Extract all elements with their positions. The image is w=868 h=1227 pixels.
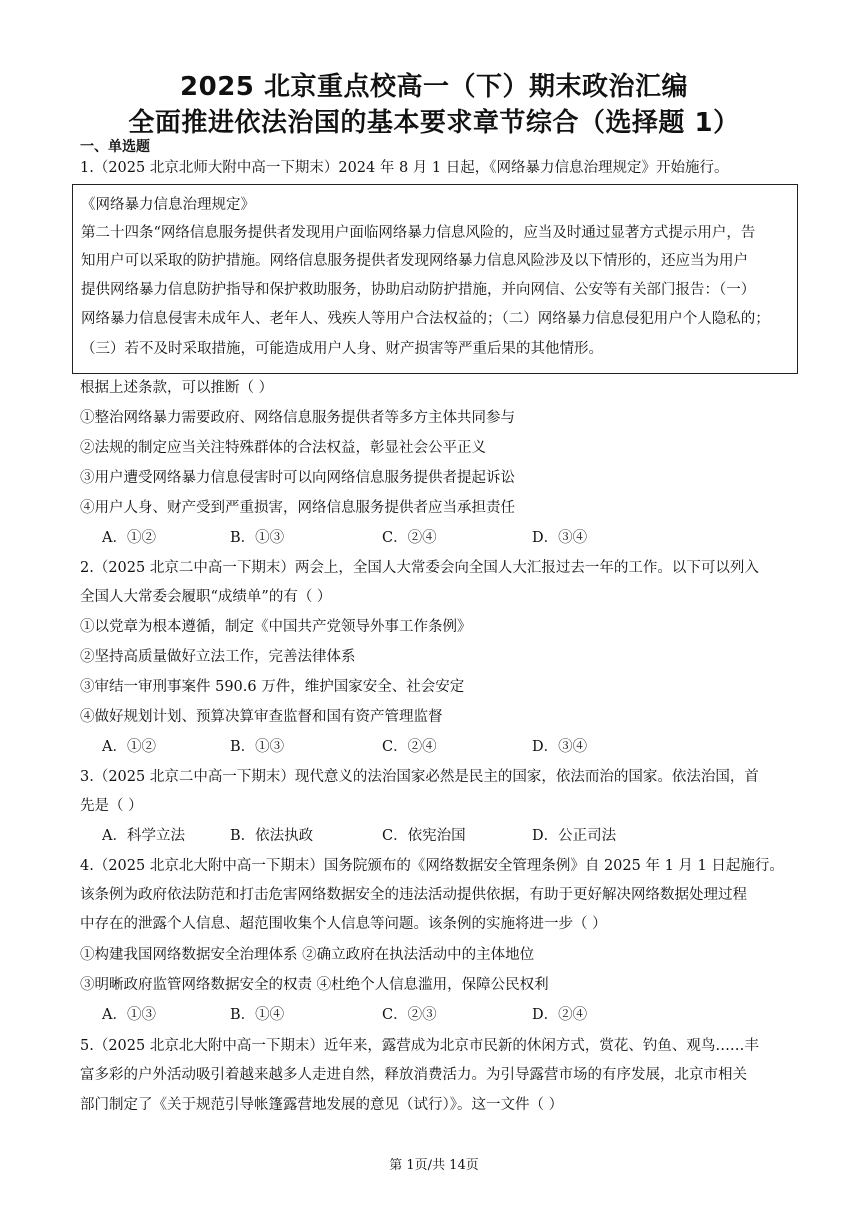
section-heading: 一、单选题: [80, 139, 150, 155]
box-line: （三）若不及时采取措施，可能造成用户人身、财产损害等严重后果的其他情形。: [81, 341, 603, 357]
q4-option-b[interactable]: B．①④: [230, 1007, 285, 1023]
q1-item: ②法规的制定应当关注特殊群体的合法权益，彰显社会公平正义: [80, 440, 486, 456]
q4-option-a[interactable]: A．①③: [102, 1007, 156, 1023]
q3-option-a[interactable]: A．科学立法: [102, 828, 185, 844]
box-line: 《网络暴力信息治理规定》: [81, 197, 255, 213]
q5-stem: 5.（2025 北京北大附中高一下期末）近年来，露营成为北京市民新的休闲方式，赏花、钓鱼、观鸟……丰: [80, 1038, 759, 1054]
q1-item: ④用户人身、财产受到严重损害，网络信息服务提供者应当承担责任: [80, 500, 515, 516]
q2-stem: 全国人大常委会履职“成绩单”的有（ ）: [80, 589, 332, 605]
q1-option-d[interactable]: D．③④: [532, 530, 588, 546]
q3-option-d[interactable]: D．公正司法: [532, 828, 617, 844]
q2-item: ④做好规划计划、预算决算审查监督和国有资产管理监督: [80, 709, 443, 725]
q2-option-d[interactable]: D．③④: [532, 739, 588, 755]
q4-item: ①构建我国网络数据安全治理体系 ②确立政府在执法活动中的主体地位: [80, 947, 535, 963]
q2-option-c[interactable]: C．②④: [382, 739, 437, 755]
q1-option-c[interactable]: C．②④: [382, 530, 437, 546]
box-line: 第二十四条“网络信息服务提供者发现用户面临网络暴力信息风险的，应当及时通过显著方式提示用户，告: [81, 225, 756, 241]
q4-stem: 4.（2025 北京北大附中高一下期末）国务院颁布的《网络数据安全管理条例》自 2025 年 1 月 1 日起施行。: [80, 858, 784, 874]
q1-option-b[interactable]: B．①③: [230, 530, 285, 546]
box-line: 提供网络暴力信息防护指导和保护救助服务，协助启动防护措施，并向网信、公安等有关部门报告：（一）: [81, 282, 756, 298]
box-line: 网络暴力信息侵害未成年人、老年人、残疾人等用户合法权益的；（二）网络暴力信息侵犯用户个人隐私的；: [81, 311, 770, 327]
q3-stem: 3.（2025 北京二中高一下期末）现代意义的法治国家必然是民主的国家，依法而治的国家。依法治国，首: [80, 769, 759, 785]
q1-option-a[interactable]: A．①②: [102, 530, 156, 546]
q1-regulation-box: [72, 184, 798, 374]
q2-option-a[interactable]: A．①②: [102, 739, 156, 755]
q1-item: ①整治网络暴力需要政府、网络信息服务提供者等多方主体共同参与: [80, 410, 515, 426]
q1-item: ③用户遭受网络暴力信息侵害时可以向网络信息服务提供者提起诉讼: [80, 470, 515, 486]
q3-option-c[interactable]: C．依宪治国: [382, 828, 466, 844]
q2-stem: 2.（2025 北京二中高一下期末）两会上，全国人大常委会向全国人大汇报过去一年的工作。以下可以列入: [80, 560, 759, 576]
q5-stem: 富多彩的户外活动吸引着越来越多人走进自然，释放消费活力。为引导露营市场的有序发展，北京市相关: [80, 1067, 747, 1083]
q3-option-b[interactable]: B．依法执政: [230, 828, 314, 844]
q4-option-c[interactable]: C．②③: [382, 1007, 437, 1023]
q3-stem: 先是（ ）: [80, 798, 143, 814]
q4-item: ③明晰政府监管网络数据安全的权责 ④杜绝个人信息滥用，保障公民权利: [80, 977, 549, 993]
q5-stem: 部门制定了《关于规范引导帐篷露营地发展的意见（试行）》。这一文件（ ）: [80, 1097, 564, 1113]
document-title-line2: 全面推进依法治国的基本要求章节综合（选择题 1）: [128, 108, 740, 138]
q4-stem: 该条例为政府依法防范和打击危害网络数据安全的违法活动提供依据，有助于更好解决网络数据处理过程: [80, 887, 747, 903]
box-line: 知用户可以采取的防护措施。网络信息服务提供者发现网络暴力信息风险涉及以下情形的，还应当为用户: [81, 253, 748, 269]
q2-item: ②坚持高质量做好立法工作，完善法律体系: [80, 649, 356, 665]
page-footer: 第 1页/共 14页: [389, 1158, 479, 1173]
q1-stem: 1.（2025 北京北师大附中高一下期末）2024 年 8 月 1 日起，《网络暴力信息治理规定》开始施行。: [80, 160, 729, 176]
q4-stem: 中存在的泄露个人信息、超范围收集个人信息等问题。该条例的实施将进一步（ ）: [80, 916, 607, 932]
document-title-line1: 2025 北京重点校高一（下）期末政治汇编: [180, 72, 688, 102]
q2-item: ①以党章为根本遵循，制定《中国共产党领导外事工作条例》: [80, 619, 472, 635]
q1-prompt: 根据上述条款，可以推断（ ）: [80, 380, 274, 396]
q2-option-b[interactable]: B．①③: [230, 739, 285, 755]
q4-option-d[interactable]: D．②④: [532, 1007, 588, 1023]
q2-item: ③审结一审刑事案件 590.6 万件，维护国家安全、社会安定: [80, 679, 465, 695]
